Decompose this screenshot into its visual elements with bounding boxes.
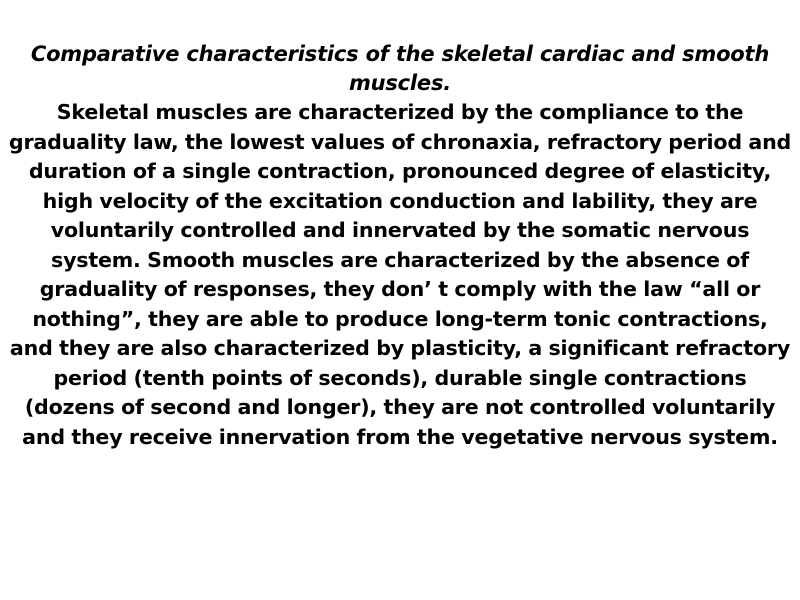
slide-title: Comparative characteristics of the skeletal cardiac and smooth muscles. — [30, 42, 770, 95]
slide-body-text: Skeletal muscles are characterized by the compliance to the graduality law, the lowest values of chronaxia, refractory period and duration of a single contraction, pronounced degree of elasticity, high velocity of the excitation conduction and lability, they are voluntarily controlled and innervated by the somatic nervous system. Smooth muscles are characterized by the absence of graduality of responses, they don’ t comply with the law “all or nothing”, they are able to produce long-term tonic contractions, and they are also characterized by plasticity, a significant refractory period (tenth points of seconds), durable single contractions (dozens of second and longer), they are not controlled voluntarily and they receive innervation from the vegetative nervous system. — [8, 100, 792, 449]
